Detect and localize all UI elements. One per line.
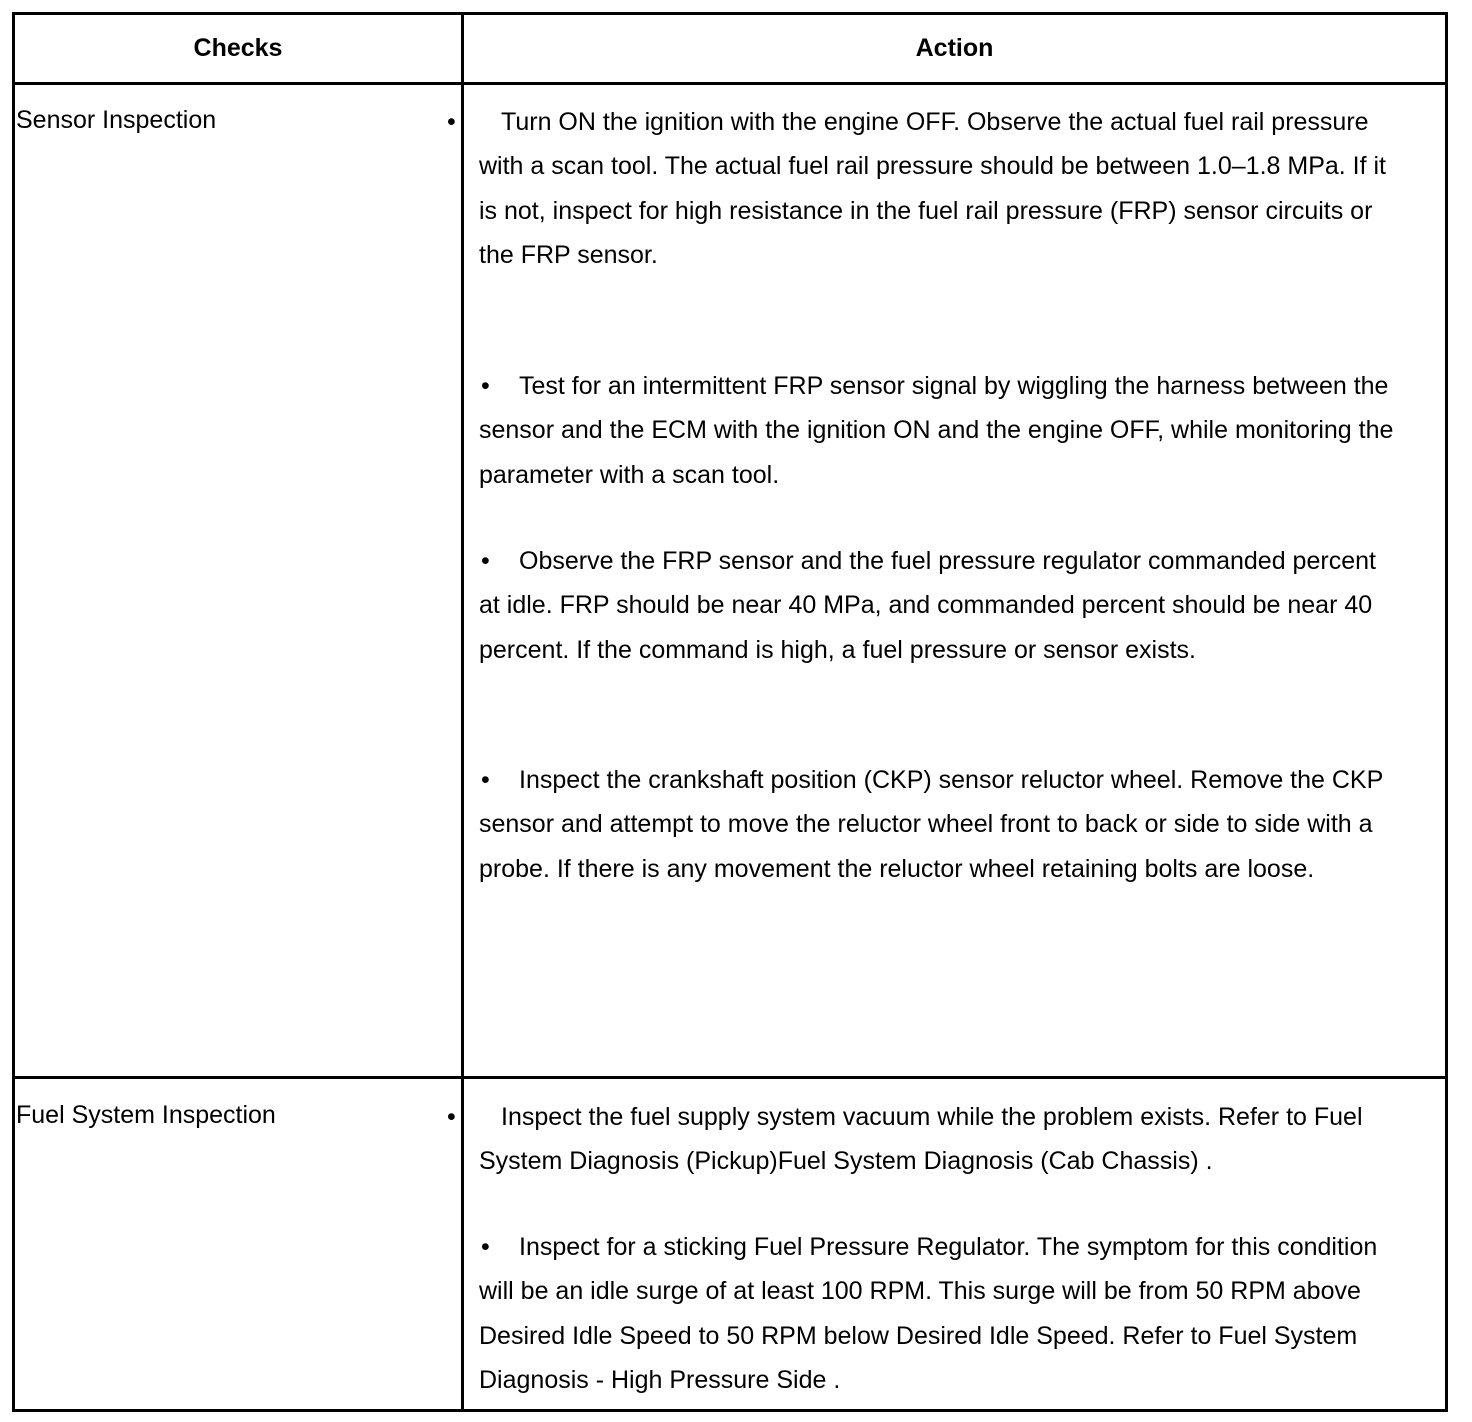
bullet: • bbox=[481, 372, 490, 400]
header-action: Action bbox=[915, 34, 994, 62]
action-item bbox=[447, 100, 1399, 278]
bullet: • bbox=[447, 1103, 456, 1131]
action-item bbox=[479, 539, 1399, 672]
row-divider bbox=[12, 1076, 1448, 1079]
action-text: Test for an intermittent FRP sensor signal by wiggling the harness between the sensor and the ECM with the ignition ON and the engine OFF, while monitoring the parameter with a scan tool. bbox=[479, 372, 1394, 489]
check-sensor-inspection: Sensor Inspection bbox=[16, 106, 217, 134]
checks-actions-table bbox=[12, 12, 1448, 1412]
table-border-bottom bbox=[12, 1409, 1448, 1412]
action-item bbox=[447, 1095, 1399, 1184]
bullet: • bbox=[481, 1233, 490, 1261]
table-border-left bbox=[12, 12, 15, 1412]
bullet: • bbox=[447, 108, 456, 136]
column-divider bbox=[461, 12, 464, 1412]
bullet: • bbox=[481, 547, 490, 575]
table-border-right bbox=[1445, 12, 1448, 1412]
action-text: Inspect for a sticking Fuel Pressure Regulator. The symptom for this condition will be an idle surge of at least 100 RPM. This surge will be from 50 RPM above Desired Idle Speed to 50 RPM below Desired Idle Speed. Refer to Fuel System Diagnosis - High Pressure Side . bbox=[479, 1233, 1378, 1395]
action-text: Inspect the crankshaft position (CKP) sensor reluctor wheel. Remove the CKP sensor and attempt to move the reluctor wheel front to back or side to side with a probe. If there is any movement the reluctor wheel retaining bolts are loose. bbox=[479, 766, 1383, 883]
action-text: Observe the FRP sensor and the fuel pressure regulator commanded percent at idle. FRP should be near 40 MPa, and commanded percent should be near 40 percent. If the command is high, a fuel pressure or sensor exists. bbox=[479, 547, 1376, 664]
header-checks: Checks bbox=[193, 34, 283, 62]
action-item bbox=[479, 1225, 1399, 1403]
bullet: • bbox=[481, 766, 490, 794]
action-text: Turn ON the ignition with the engine OFF. Observe the actual fuel rail pressure with a scan tool. The actual fuel rail pressure should be between 1.0–1.8 MPa. If it is not, inspect for high resistance in the fuel rail pressure (FRP) sensor circuits or the FRP sensor. bbox=[479, 108, 1387, 270]
check-fuel-system-inspection: Fuel System Inspection bbox=[16, 1101, 276, 1129]
action-item bbox=[479, 364, 1399, 497]
action-item bbox=[479, 758, 1399, 891]
header-divider bbox=[12, 82, 1448, 85]
action-text: Inspect the fuel supply system vacuum while the problem exists. Refer to Fuel System Diagnosis (Pickup)Fuel System Diagnosis (Cab Chassis) . bbox=[479, 1103, 1363, 1176]
table-border-top bbox=[12, 12, 1448, 15]
